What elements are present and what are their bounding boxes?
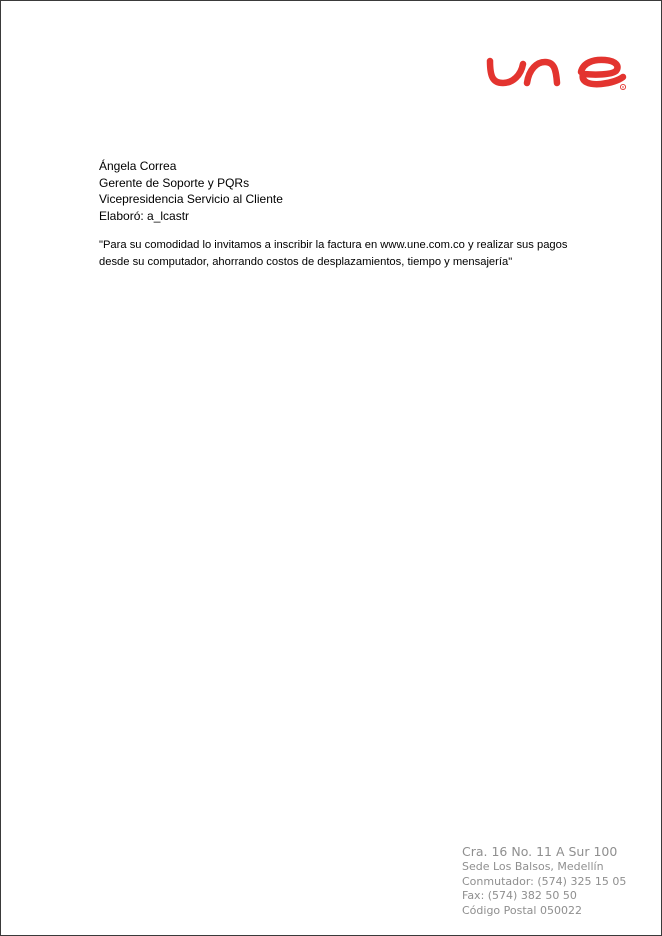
signer-name: Ángela Correa bbox=[99, 159, 177, 173]
footer-fax: Fax: (574) 382 50 50 bbox=[462, 889, 577, 902]
svg-text:R: R bbox=[621, 85, 625, 90]
signature-block bbox=[99, 158, 283, 224]
promo-quote-line-1: "Para su comodidad lo invitamos a inscribir la factura en www.une.com.co y realizar sus pagos bbox=[99, 239, 568, 251]
footer-postal-code: Código Postal 050022 bbox=[462, 903, 582, 917]
footer-street-address: Cra. 16 No. 11 A Sur 100 bbox=[462, 844, 618, 859]
footer-location: Sede Los Balsos, Medellín bbox=[462, 860, 604, 873]
signer-department: Vicepresidencia Servicio al Cliente bbox=[99, 192, 283, 206]
prepared-by: Elaboró: a_lcastr bbox=[99, 208, 190, 223]
promo-quote-line-2: desde su computador, ahorrando costos de desplazamientos, tiempo y mensajería" bbox=[99, 256, 513, 268]
footer-switchboard: Conmutador: (574) 325 15 05 bbox=[462, 874, 627, 888]
signer-title: Gerente de Soporte y PQRs bbox=[99, 175, 250, 190]
footer-address bbox=[462, 843, 626, 918]
promo-quote bbox=[99, 237, 599, 271]
une-logo bbox=[485, 51, 630, 96]
